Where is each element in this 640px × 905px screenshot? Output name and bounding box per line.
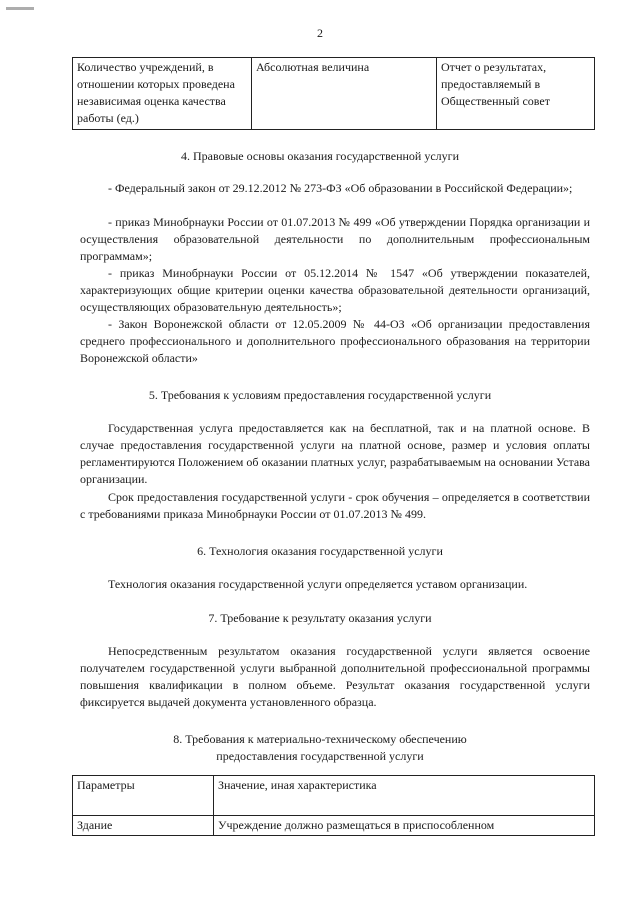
table-cell: Количество учреждений, в отношении которых проведена независимая оценка качества работы (ед.)	[73, 58, 252, 130]
table-header-cell: Значение, иная характеристика	[214, 776, 595, 816]
requirements-table	[72, 775, 595, 836]
section-4-heading: 4. Правовые основы оказания государственной услуги	[181, 149, 459, 163]
section-6-paragraph: Технология оказания государственной услуги определяется уставом организации.	[108, 577, 528, 591]
table-row	[73, 58, 595, 130]
table-header-row	[73, 776, 595, 816]
section-7-heading: 7. Требование к результату оказания услуги	[208, 611, 432, 625]
section-6-heading: 6. Технология оказания государственной услуги	[197, 544, 443, 558]
table-cell: Отчет о результатах, предоставляемый в Общественный совет	[437, 58, 595, 130]
page-number: 2	[317, 26, 323, 40]
section-7-paragraph: Непосредственным результатом оказания государственной услуги является освоение получателем государственной услуги выбранной дополнительной профессиональной программы повышения квалификации в полном объеме. Результат оказания государственной услуги фиксируется выдачей документа установленного образца.	[80, 644, 590, 709]
section-5-paragraph: Срок предоставления государственной услуги - срок обучения – определяется в соответствии с требованиями приказа Минобрнауки России от 01.07.2013 № 499.	[80, 490, 590, 521]
section-8-heading-line2: предоставления государственной услуги	[216, 749, 424, 763]
indicator-table	[72, 57, 595, 130]
section-8-heading: 8. Требования к материально-техническому обеспечению	[173, 732, 467, 746]
table-cell: Учреждение должно размещаться в приспособленном	[214, 816, 595, 836]
scan-artifact	[6, 7, 34, 10]
section-4-item: - приказ Минобрнауки России от 05.12.2014 № 1547 «Об утверждении показателей, характеризующих общие критерии оценки качества образовательной деятельности организаций, осуществляющих образовательную деятельность»;	[80, 266, 590, 314]
section-5-paragraph: Государственная услуга предоставляется как на бесплатной, так и на платной основе. В случае предоставления государственной услуги на платной основе, размер и условия оплаты регламентируются Положением об оказании платных услуг, разрабатываемым на основании Устава организации.	[80, 421, 590, 486]
section-4-item: - Закон Воронежской области от 12.05.2009 № 44-ОЗ «Об организации предоставления среднего профессионального и дополнительного профессионального образования на территории Воронежской области»	[80, 317, 590, 365]
section-4-item: - приказ Минобрнауки России от 01.07.2013 № 499 «Об утверждении Порядка организации и осуществления образовательной деятельности по дополнительным профессиональным программам»;	[80, 215, 590, 263]
table-cell: Здание	[73, 816, 214, 836]
table-header-cell: Параметры	[73, 776, 214, 816]
section-4-item: - Федеральный закон от 29.12.2012 № 273-ФЗ «Об образовании в Российской Федерации»;	[108, 181, 573, 195]
section-5-heading: 5. Требования к условиям предоставления государственной услуги	[148, 388, 492, 402]
table-row	[73, 816, 595, 836]
table-cell: Абсолютная величина	[252, 58, 437, 130]
